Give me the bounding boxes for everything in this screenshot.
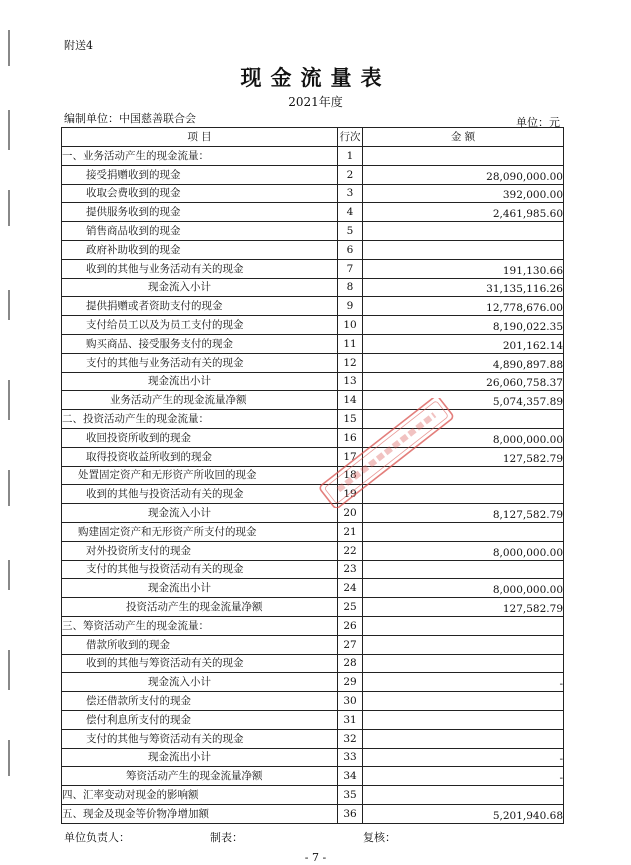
row-number: 26 bbox=[338, 616, 363, 635]
row-number: 22 bbox=[338, 541, 363, 560]
row-item-label: 收到的其他与业务活动有关的现金 bbox=[62, 259, 338, 278]
row-item-label: 接受捐赠收到的现金 bbox=[62, 165, 338, 184]
row-item-label: 支付的其他与投资活动有关的现金 bbox=[62, 560, 338, 579]
column-header-amount: 金 额 bbox=[363, 128, 564, 147]
row-number: 2 bbox=[338, 165, 363, 184]
table-row bbox=[62, 147, 564, 166]
row-amount: 127,582.79 bbox=[363, 447, 564, 466]
table-row bbox=[62, 428, 564, 447]
table-row bbox=[62, 316, 564, 335]
row-number: 32 bbox=[338, 729, 363, 748]
row-amount bbox=[363, 147, 564, 166]
row-number: 34 bbox=[338, 767, 363, 786]
table-row bbox=[62, 635, 564, 654]
row-item-label: 筹资活动产生的现金流量净额 bbox=[62, 767, 338, 786]
row-amount bbox=[363, 616, 564, 635]
row-number: 20 bbox=[338, 504, 363, 523]
row-amount: 8,127,582.79 bbox=[363, 504, 564, 523]
table-row bbox=[62, 447, 564, 466]
table-row bbox=[62, 767, 564, 786]
row-amount bbox=[363, 410, 564, 429]
table-row bbox=[62, 334, 564, 353]
table-row bbox=[62, 673, 564, 692]
row-number: 31 bbox=[338, 710, 363, 729]
table-row bbox=[62, 165, 564, 184]
row-item-label: 提供服务收到的现金 bbox=[62, 203, 338, 222]
row-item-label: 二、投资活动产生的现金流量： bbox=[62, 410, 338, 429]
row-amount: 4,890,897.88 bbox=[363, 353, 564, 372]
table-row bbox=[62, 504, 564, 523]
row-item-label: 收回投资所收到的现金 bbox=[62, 428, 338, 447]
row-amount bbox=[363, 710, 564, 729]
row-number: 12 bbox=[338, 353, 363, 372]
row-number: 16 bbox=[338, 428, 363, 447]
row-number: 23 bbox=[338, 560, 363, 579]
row-item-label: 偿还借款所支付的现金 bbox=[62, 692, 338, 711]
row-amount bbox=[363, 729, 564, 748]
row-amount bbox=[363, 692, 564, 711]
head-signature-label: 单位负责人： bbox=[64, 831, 130, 844]
table-row bbox=[62, 240, 564, 259]
table-header-row bbox=[62, 128, 564, 147]
table-row bbox=[62, 485, 564, 504]
row-item-label: 对外投资所支付的现金 bbox=[62, 541, 338, 560]
row-amount: 28,090,000.00 bbox=[363, 165, 564, 184]
row-number: 25 bbox=[338, 598, 363, 617]
row-amount bbox=[363, 485, 564, 504]
table-row bbox=[62, 710, 564, 729]
row-amount bbox=[363, 466, 564, 485]
row-item-label: 一、业务活动产生的现金流量： bbox=[62, 147, 338, 166]
row-number: 3 bbox=[338, 184, 363, 203]
row-number: 29 bbox=[338, 673, 363, 692]
report-year: 2021年度 bbox=[288, 95, 343, 109]
row-number: 35 bbox=[338, 786, 363, 805]
row-item-label: 现金流入小计 bbox=[62, 673, 338, 692]
table-row bbox=[62, 203, 564, 222]
row-amount bbox=[363, 560, 564, 579]
row-item-label: 五、现金及现金等价物净增加额 bbox=[62, 804, 338, 823]
row-number: 36 bbox=[338, 804, 363, 823]
row-item-label: 三、筹资活动产生的现金流量： bbox=[62, 616, 338, 635]
row-item-label: 政府补助收到的现金 bbox=[62, 240, 338, 259]
row-amount bbox=[363, 240, 564, 259]
row-amount: 191,130.66 bbox=[363, 259, 564, 278]
row-number: 5 bbox=[338, 222, 363, 241]
page-title: 现金流量表 bbox=[240, 65, 391, 90]
table-row bbox=[62, 353, 564, 372]
table-row bbox=[62, 804, 564, 823]
row-number: 9 bbox=[338, 297, 363, 316]
row-number: 13 bbox=[338, 372, 363, 391]
column-header-item: 项 目 bbox=[62, 128, 338, 147]
row-amount: - bbox=[363, 767, 564, 786]
table-row bbox=[62, 184, 564, 203]
row-item-label: 现金流出小计 bbox=[62, 748, 338, 767]
row-item-label: 收到的其他与筹资活动有关的现金 bbox=[62, 654, 338, 673]
row-amount: 2,461,985.60 bbox=[363, 203, 564, 222]
row-item-label: 偿付利息所支付的现金 bbox=[62, 710, 338, 729]
row-number: 14 bbox=[338, 391, 363, 410]
row-number: 33 bbox=[338, 748, 363, 767]
table-row bbox=[62, 541, 564, 560]
row-item-label: 收取会费收到的现金 bbox=[62, 184, 338, 203]
row-amount: 8,000,000.00 bbox=[363, 579, 564, 598]
row-item-label: 现金流入小计 bbox=[62, 278, 338, 297]
preparer-label: 制表： bbox=[210, 831, 243, 844]
row-number: 30 bbox=[338, 692, 363, 711]
table-row bbox=[62, 222, 564, 241]
column-header-no: 行次 bbox=[338, 128, 363, 147]
row-number: 6 bbox=[338, 240, 363, 259]
binding-edge bbox=[0, 0, 20, 865]
row-amount: 8,000,000.00 bbox=[363, 428, 564, 447]
table-row bbox=[62, 598, 564, 617]
table-row bbox=[62, 466, 564, 485]
row-number: 4 bbox=[338, 203, 363, 222]
row-amount bbox=[363, 786, 564, 805]
page-number: - 7 - bbox=[304, 851, 327, 864]
table-row bbox=[62, 522, 564, 541]
table-row bbox=[62, 654, 564, 673]
row-item-label: 四、汇率变动对现金的影响额 bbox=[62, 786, 338, 805]
table-row bbox=[62, 748, 564, 767]
row-item-label: 提供捐赠或者资助支付的现金 bbox=[62, 297, 338, 316]
table-row bbox=[62, 259, 564, 278]
row-item-label: 处置固定资产和无形资产所收回的现金 bbox=[62, 466, 338, 485]
row-amount bbox=[363, 222, 564, 241]
organization-label: 编制单位：中国慈善联合会 bbox=[64, 112, 196, 125]
row-amount bbox=[363, 522, 564, 541]
currency-unit: 单位：元 bbox=[516, 116, 560, 129]
table-row bbox=[62, 278, 564, 297]
row-number: 10 bbox=[338, 316, 363, 335]
table-row bbox=[62, 692, 564, 711]
row-item-label: 收到的其他与投资活动有关的现金 bbox=[62, 485, 338, 504]
row-number: 21 bbox=[338, 522, 363, 541]
table-row bbox=[62, 616, 564, 635]
table-row bbox=[62, 579, 564, 598]
row-amount: 201,162.14 bbox=[363, 334, 564, 353]
table-row bbox=[62, 372, 564, 391]
row-number: 19 bbox=[338, 485, 363, 504]
row-number: 7 bbox=[338, 259, 363, 278]
row-amount: 5,074,357.89 bbox=[363, 391, 564, 410]
row-number: 27 bbox=[338, 635, 363, 654]
row-item-label: 支付的其他与业务活动有关的现金 bbox=[62, 353, 338, 372]
row-amount: 12,778,676.00 bbox=[363, 297, 564, 316]
row-number: 24 bbox=[338, 579, 363, 598]
row-number: 17 bbox=[338, 447, 363, 466]
attachment-label: 附送4 bbox=[64, 39, 93, 52]
row-item-label: 现金流入小计 bbox=[62, 504, 338, 523]
row-amount: 392,000.00 bbox=[363, 184, 564, 203]
table-row bbox=[62, 786, 564, 805]
row-amount bbox=[363, 635, 564, 654]
row-amount: 5,201,940.68 bbox=[363, 804, 564, 823]
row-number: 8 bbox=[338, 278, 363, 297]
row-number: 15 bbox=[338, 410, 363, 429]
row-item-label: 现金流出小计 bbox=[62, 372, 338, 391]
row-amount: 31,135,116.26 bbox=[363, 278, 564, 297]
row-amount: 127,582.79 bbox=[363, 598, 564, 617]
table-row bbox=[62, 410, 564, 429]
table-row bbox=[62, 729, 564, 748]
row-number: 1 bbox=[338, 147, 363, 166]
row-item-label: 购建固定资产和无形资产所支付的现金 bbox=[62, 522, 338, 541]
row-number: 18 bbox=[338, 466, 363, 485]
row-item-label: 借款所收到的现金 bbox=[62, 635, 338, 654]
row-amount: - bbox=[363, 748, 564, 767]
cash-flow-table bbox=[61, 127, 564, 824]
row-number: 28 bbox=[338, 654, 363, 673]
row-item-label: 业务活动产生的现金流量净额 bbox=[62, 391, 338, 410]
row-item-label: 支付给员工以及为员工支付的现金 bbox=[62, 316, 338, 335]
row-item-label: 购买商品、接受服务支付的现金 bbox=[62, 334, 338, 353]
table-row bbox=[62, 560, 564, 579]
row-item-label: 取得投资收益所收到的现金 bbox=[62, 447, 338, 466]
row-amount bbox=[363, 654, 564, 673]
row-amount: 8,190,022.35 bbox=[363, 316, 564, 335]
row-amount: 26,060,758.37 bbox=[363, 372, 564, 391]
row-item-label: 现金流出小计 bbox=[62, 579, 338, 598]
table-row bbox=[62, 391, 564, 410]
table-body bbox=[62, 147, 564, 824]
table-row bbox=[62, 297, 564, 316]
row-item-label: 销售商品收到的现金 bbox=[62, 222, 338, 241]
row-item-label: 投资活动产生的现金流量净额 bbox=[62, 598, 338, 617]
row-amount: 8,000,000.00 bbox=[363, 541, 564, 560]
row-number: 11 bbox=[338, 334, 363, 353]
reviewer-label: 复核： bbox=[363, 831, 396, 844]
row-amount: - bbox=[363, 673, 564, 692]
row-item-label: 支付的其他与筹资活动有关的现金 bbox=[62, 729, 338, 748]
